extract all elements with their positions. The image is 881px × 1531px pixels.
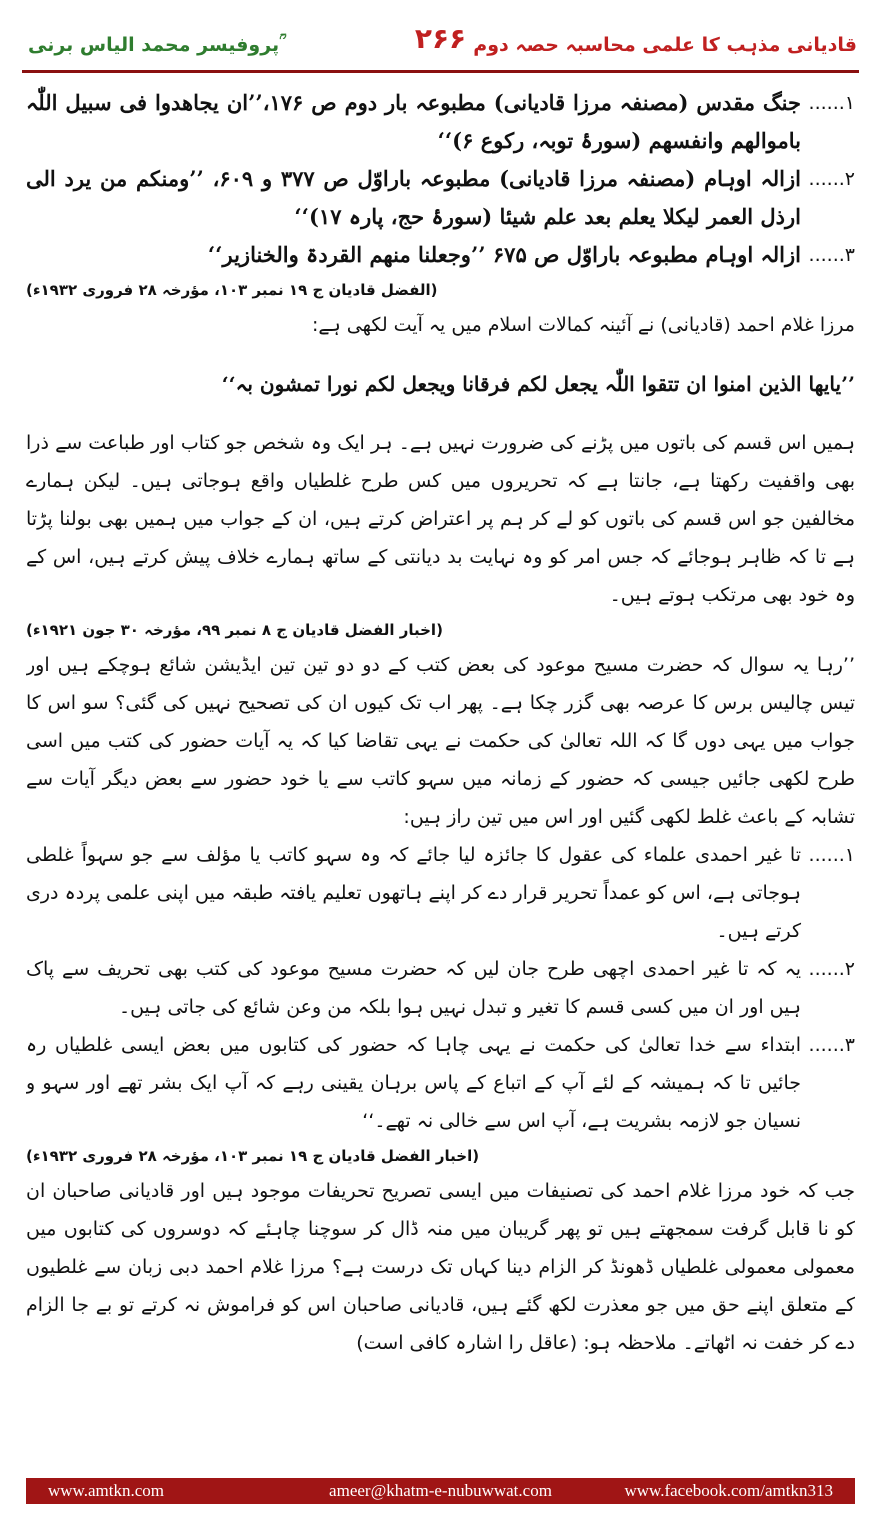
- body-paragraph: جب کہ خود مرزا غلام احمد کی تصنیفات میں ایسی تصریح تحریفات موجود ہیں اور قادیانی صاحبان ان کو نا قابل گرفت سمجھتے ہیں تو پھر گریبان میں منہ ڈال کر سوچنا چاہئے کہ دوسروں کی کتابوں میں معمولی معمولی غلطیاں ڈھونڈ کر الزام دینا کہاں تک درست ہے؟ مرزا غلام احمد دبی زبان سے غلطیوں کے متعلق اپنے حق میں جو معذرت لکھ گئے ہیں، قادیانی صاحبان اس کو فراموش نہ کرتے تو بے جا الزام دے کر خفت نہ اٹھاتے۔ ملاحظہ ہو: (عاقل را اشارہ کافی است): [26, 1180, 855, 1354]
- item-text: ابتداء سے خدا تعالیٰ کی حکمت نے یہی چاہا کہ حضور کی کتابوں میں بعض ایسی غلطیاں رہ جائیں تا کہ ہمیشہ کے لئے آپ کے اتباع کے پاس برہان یقینی رہے کہ آپ ایک بشر تھے اور سہو و نسیان جو لازمہ بشریت ہے، آپ اس سے خالی نہ تھے۔‘‘: [26, 1034, 801, 1132]
- body-paragraph: ’’رہا یہ سوال کہ حضرت مسیح موعود کی بعض کتب کے دو دو تین تین ایڈیشن شائع ہوچکے ہیں اور تیس چالیس برس کا عرصہ بھی گزر چکا ہے۔ پھر اب تک کیوں ان کی تصحیح نہیں کی گئی؟ سو اس کا جواب میں یہی دوں گا کہ اللہ تعالیٰ کی حکمت نے یہی تقاضا کیا کہ یہ آیات حضور کی کتب میں اسی طرح لکھی جائیں جیسی کہ حضور کے زمانہ میں سہو کاتب سے یا خود حضور سے بعض دیگر آیات سے تشابہ کے باعث غلط لکھی گئیں اور اس میں تین راز ہیں:: [26, 654, 855, 828]
- book-title: قادیانی مذہب کا علمی محاسبہ حصہ دوم: [473, 34, 857, 56]
- reference-citation: (اخبار الفضل قادیان ج ۱۹ نمبر ۱۰۳، مؤرخہ ۲۸ فروری ۱۹۳۲ء): [26, 1147, 480, 1165]
- list-item: [26, 1026, 855, 1140]
- item-number: ۲......: [808, 958, 855, 980]
- item-text: ازالہ اوہام (مصنفہ مرزا قادیانی) مطبوعہ باراوّل ص ۳۷۷ و ۶۰۹، ’’ومنکم من یرد الی ارذل العمر لیکلا یعلم بعد علم شیئا (سورۂ حج، پارہ ۱۷)‘‘: [26, 166, 801, 229]
- website-link[interactable]: www.amtkn.com: [48, 1481, 164, 1500]
- list-item: [26, 236, 855, 274]
- list-item: [26, 160, 855, 236]
- email-link[interactable]: ameer@khatm-e-nubuwwat.com: [329, 1481, 552, 1500]
- reference-citation: (الفضل قادیان ج ۱۹ نمبر ۱۰۳، مؤرخہ ۲۸ فروری ۱۹۳۲ء): [26, 281, 438, 299]
- quran-verse: ’’یایھا الذین امنوا ان تتقوا اللّٰہ یجعل لکم فرقانا ویجعل لکم نورا تمشون بہ‘‘: [221, 372, 855, 396]
- list-item: [26, 836, 855, 950]
- item-number: ۳......: [808, 1034, 855, 1056]
- body-paragraph: ہمیں اس قسم کی باتوں میں پڑنے کی ضرورت نہیں ہے۔ ہر ایک وہ شخص جو کتاب اور طباعت سے ذرا بھی واقفیت رکھتا ہے، جانتا ہے کہ تحریروں میں کس طرح غلطیاں واقع ہوجاتی ہیں۔ لیکن ہمارے مخالفین جو اس قسم کی باتوں کو لے کر ہم پر اعتراض کرتے ہیں، ان کے جواب میں ہمیں بھی بولنا پڑتا ہے تا کہ ظاہر ہوجائے کہ جس امر کو وہ نہایت بد دیانتی کے ساتھ ہمارے خلاف پیش کرتے ہیں، اس کے وہ خود بھی مرتکب ہوتے ہیں۔: [26, 432, 855, 606]
- item-number: ۳......: [808, 244, 855, 266]
- list-item: [26, 84, 855, 160]
- reference-citation: (اخبار الفضل قادیان ج ۸ نمبر ۹۹، مؤرخہ ۳۰ جون ۱۹۲۱ء): [26, 621, 443, 639]
- list-item: [26, 950, 855, 1026]
- header-divider: [22, 70, 859, 73]
- item-text: تا غیر احمدی علماء کی عقول کا جائزہ لیا جائے کہ وہ سہو کاتب یا مؤلف سے جو سہواً غلطی ہوجاتی ہے، اس کو عمداً تحریر قرار دے کر اپنے ہاتھوں تعلیم یافتہ طبقہ میں اپنی علمی پردہ دری کرتے ہیں۔: [26, 844, 801, 942]
- item-number: ۱......: [808, 844, 855, 866]
- item-text: جنگ مقدس (مصنفہ مرزا قادیانی) مطبوعہ بار دوم ص ۱۷۶،’’ان یجاھدوا فی سبیل اللّٰہ باموالھم وانفسھم (سورۂ توبہ، رکوع ۶)‘‘: [26, 90, 801, 153]
- page-header: [0, 0, 881, 70]
- page-footer: [26, 1478, 855, 1504]
- author-name: پروفیسر محمد الیاس برنی ؒ: [28, 34, 284, 56]
- item-text: ازالہ اوہام مطبوعہ باراوّل ص ۶۷۵ ’’وجعلنا منھم القردۃ والخنازیر‘‘: [207, 242, 801, 267]
- intro-paragraph: مرزا غلام احمد (قادیانی) نے آئینہ کمالات اسلام میں یہ آیت لکھی ہے:: [312, 314, 855, 336]
- facebook-link[interactable]: www.facebook.com/amtkn313: [624, 1481, 833, 1500]
- item-number: ۲......: [808, 168, 855, 190]
- item-text: یہ کہ تا غیر احمدی اچھی طرح جان لیں کہ حضرت مسیح موعود کی کتب بھی تحریف سے پاک ہیں اور ان میں کسی قسم کا تغیر و تبدل نہیں ہوا بلکہ من وعن شائع کی جاتی ہیں۔: [26, 958, 801, 1018]
- page-number: ۲۶۶: [414, 22, 467, 55]
- item-number: ۱......: [808, 92, 855, 114]
- page-body: [26, 84, 855, 1469]
